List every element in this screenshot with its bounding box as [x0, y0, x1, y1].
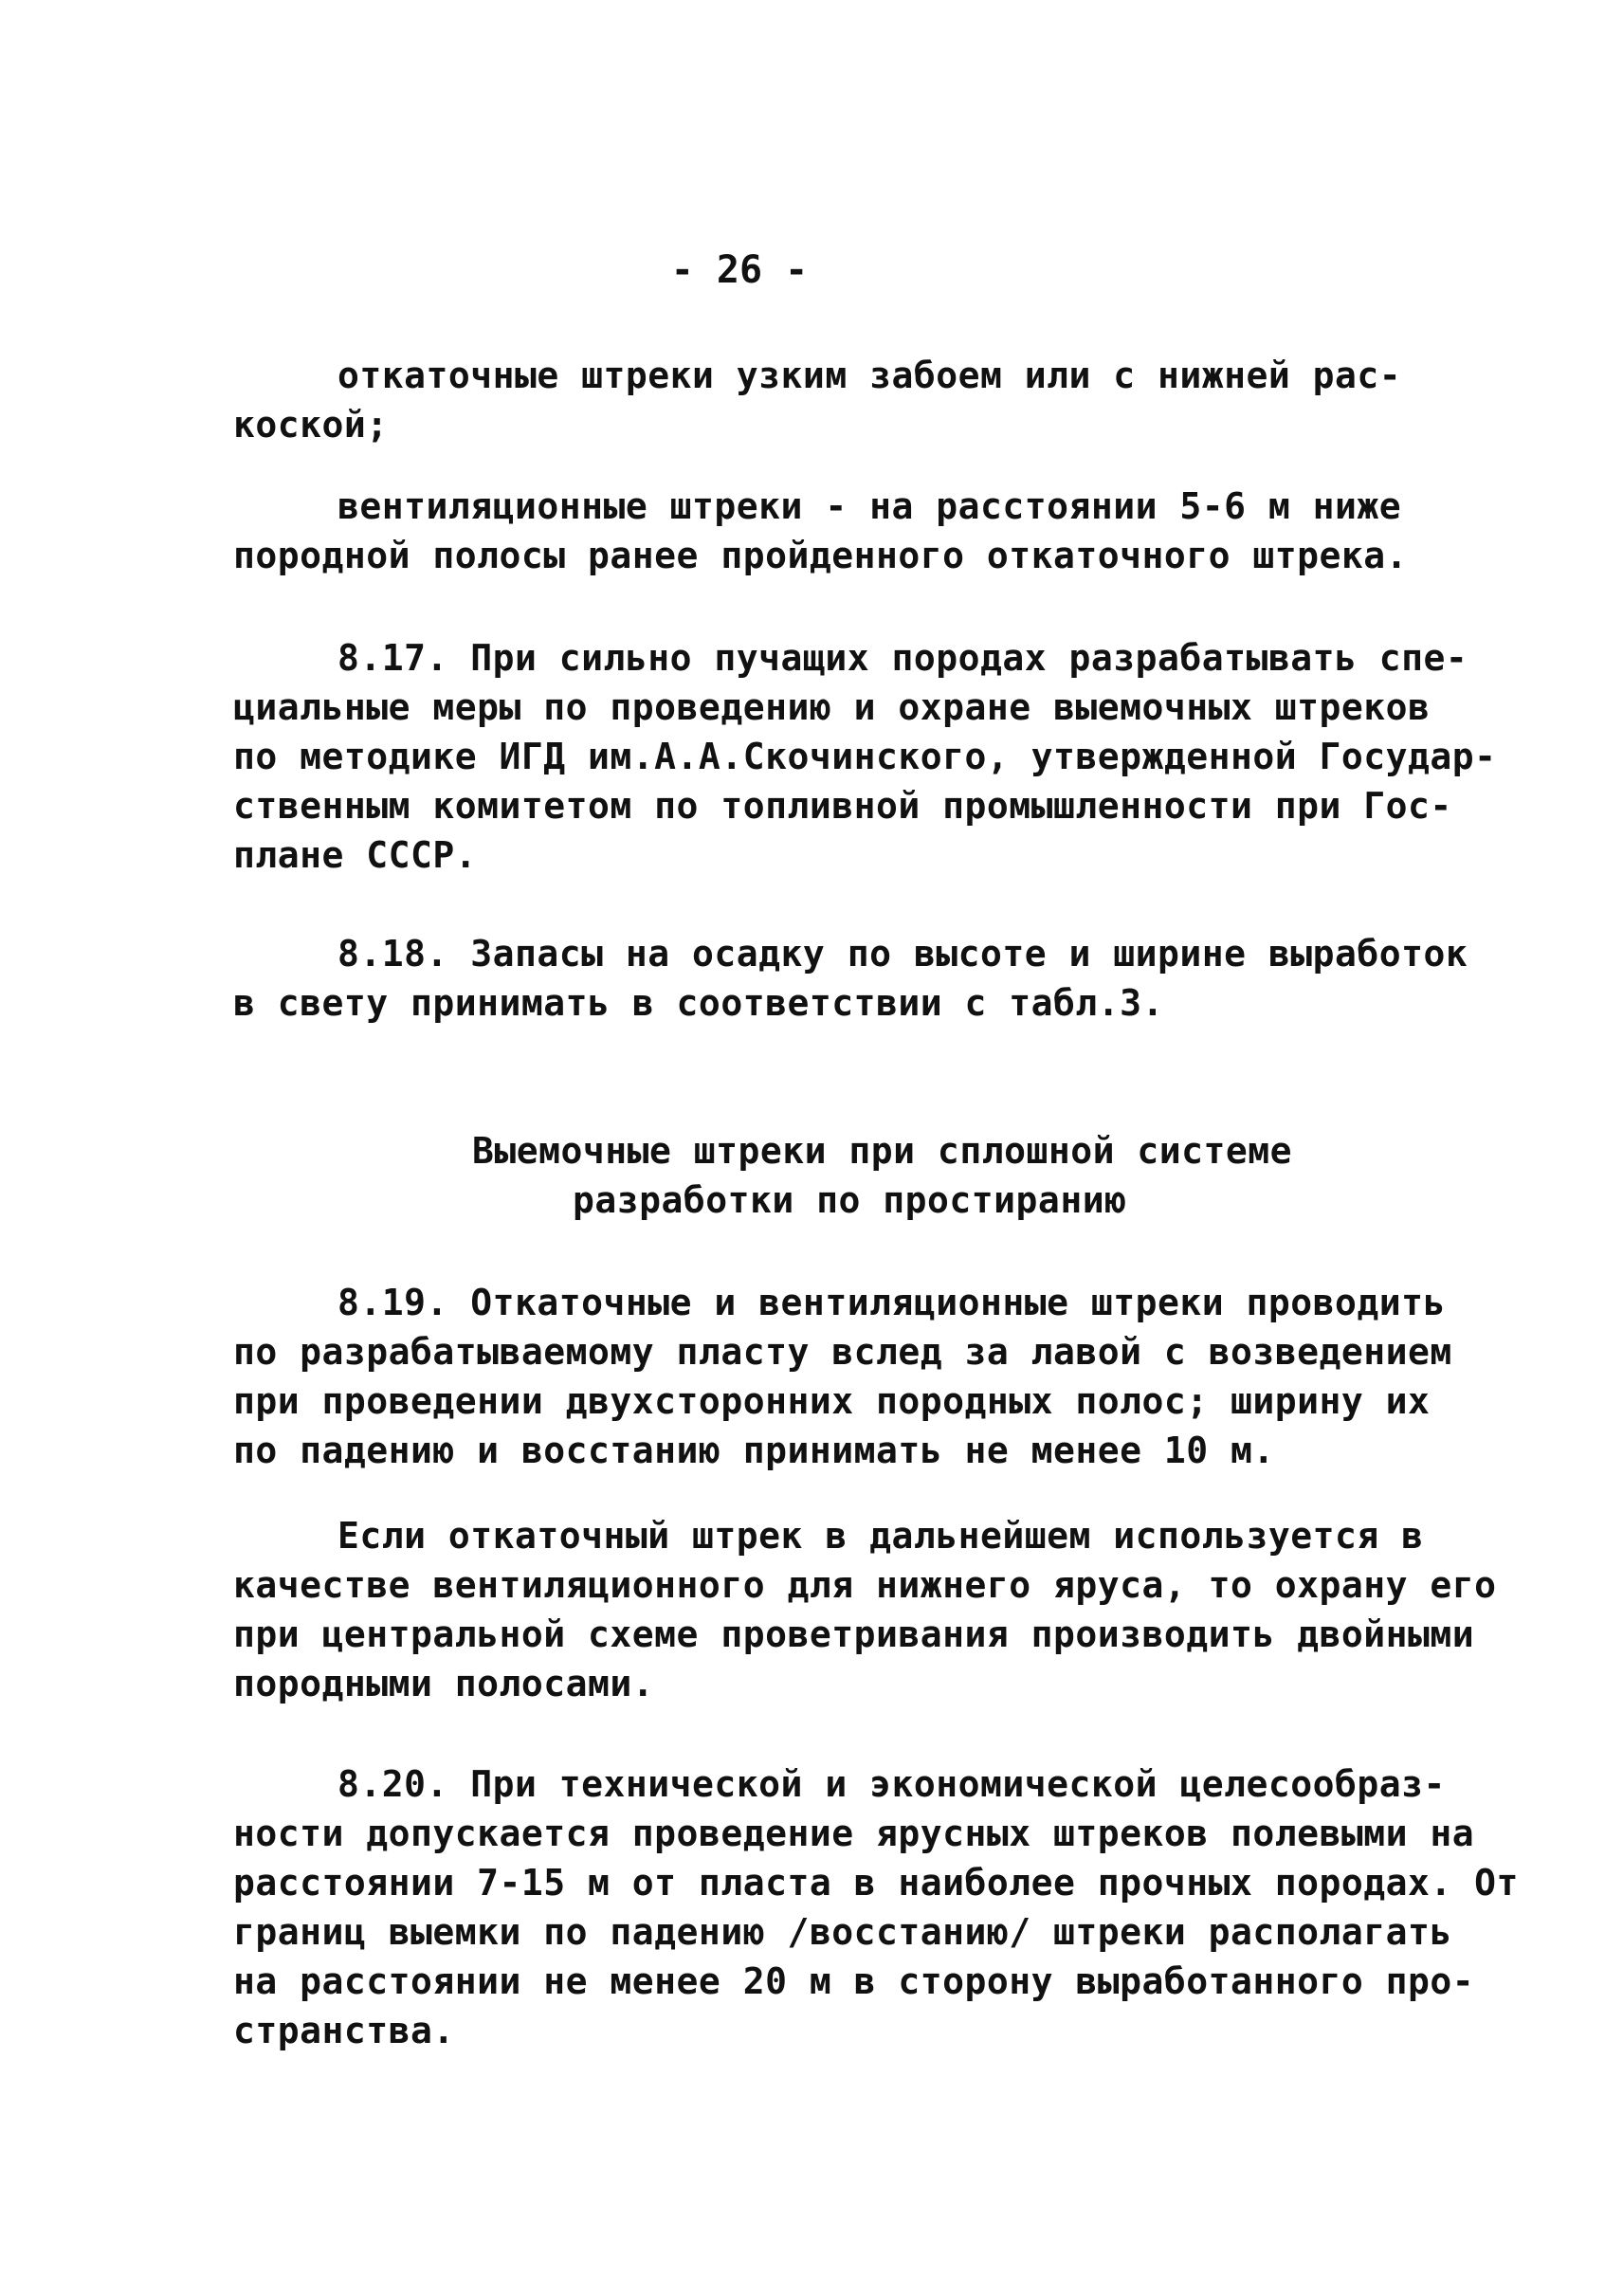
section-heading-line-2: разработки по простиранию — [573, 1179, 1127, 1221]
p6-line-4: породными полосами. — [233, 1663, 655, 1704]
p1-line-1: откаточные штреки узким забоем или с нижней рас- — [337, 355, 1402, 396]
p6-line-3: при центральной схеме проветривания производить двойными — [233, 1613, 1475, 1655]
p7-line-2: ности допускается проведение ярусных штреков полевыми на — [233, 1813, 1475, 1854]
p7-line-4: границ выемки по падению /восстанию/ штреки располагать — [233, 1911, 1452, 1953]
p5-line-1: 8.19. Откаточные и вентиляционные штреки проводить — [337, 1282, 1446, 1323]
p6-line-1: Если откаточный штрек в дальнейшем используется в — [337, 1515, 1424, 1557]
p2-line-2: породной полосы ранее пройденного откаточного штрека. — [233, 535, 1409, 576]
p4-line-2: в свету принимать в соответствии с табл.3. — [233, 982, 1164, 1024]
p3-line-2: циальные меры по проведению и охране выемочных штреков — [233, 686, 1431, 728]
p5-line-2: по разрабатываемому пласту вслед за лавой с возведением — [233, 1331, 1452, 1373]
p2-line-1: вентиляционные штреки - на расстоянии 5-6 м ниже — [337, 485, 1402, 527]
p3-line-3: по методике ИГД им.А.А.Скочинского, утвержденной Государ- — [233, 736, 1497, 777]
p1-line-2: коской; — [233, 404, 389, 446]
p7-line-3: расстоянии 7-15 м от пласта в наиболее прочных породах. От — [233, 1862, 1519, 1904]
p7-line-5: на расстоянии не менее 20 м в сторону выработанного про- — [233, 1960, 1475, 2002]
section-heading-line-1: Выемочные штреки при сплошной системе — [472, 1130, 1292, 1172]
p7-line-6: странства. — [233, 2010, 455, 2051]
p5-line-3: при проведении двухсторонних породных полос; ширину их — [233, 1380, 1431, 1422]
p5-line-4: по падению и восстанию принимать не менее 10 м. — [233, 1430, 1275, 1471]
p7-line-1: 8.20. При технической и экономической целесообраз- — [337, 1763, 1446, 1805]
p4-line-1: 8.18. Запасы на осадку по высоте и ширине выработок — [337, 933, 1468, 975]
p3-line-4: ственным комитетом по топливной промышленности при Гос- — [233, 785, 1452, 827]
page-number: - 26 - — [670, 248, 809, 292]
p3-line-1: 8.17. При сильно пучащих породах разрабатывать спе- — [337, 637, 1468, 679]
p6-line-2: качестве вентиляционного для нижнего яруса, то охрану его — [233, 1564, 1497, 1606]
p3-line-5: плане СССР. — [233, 834, 478, 876]
